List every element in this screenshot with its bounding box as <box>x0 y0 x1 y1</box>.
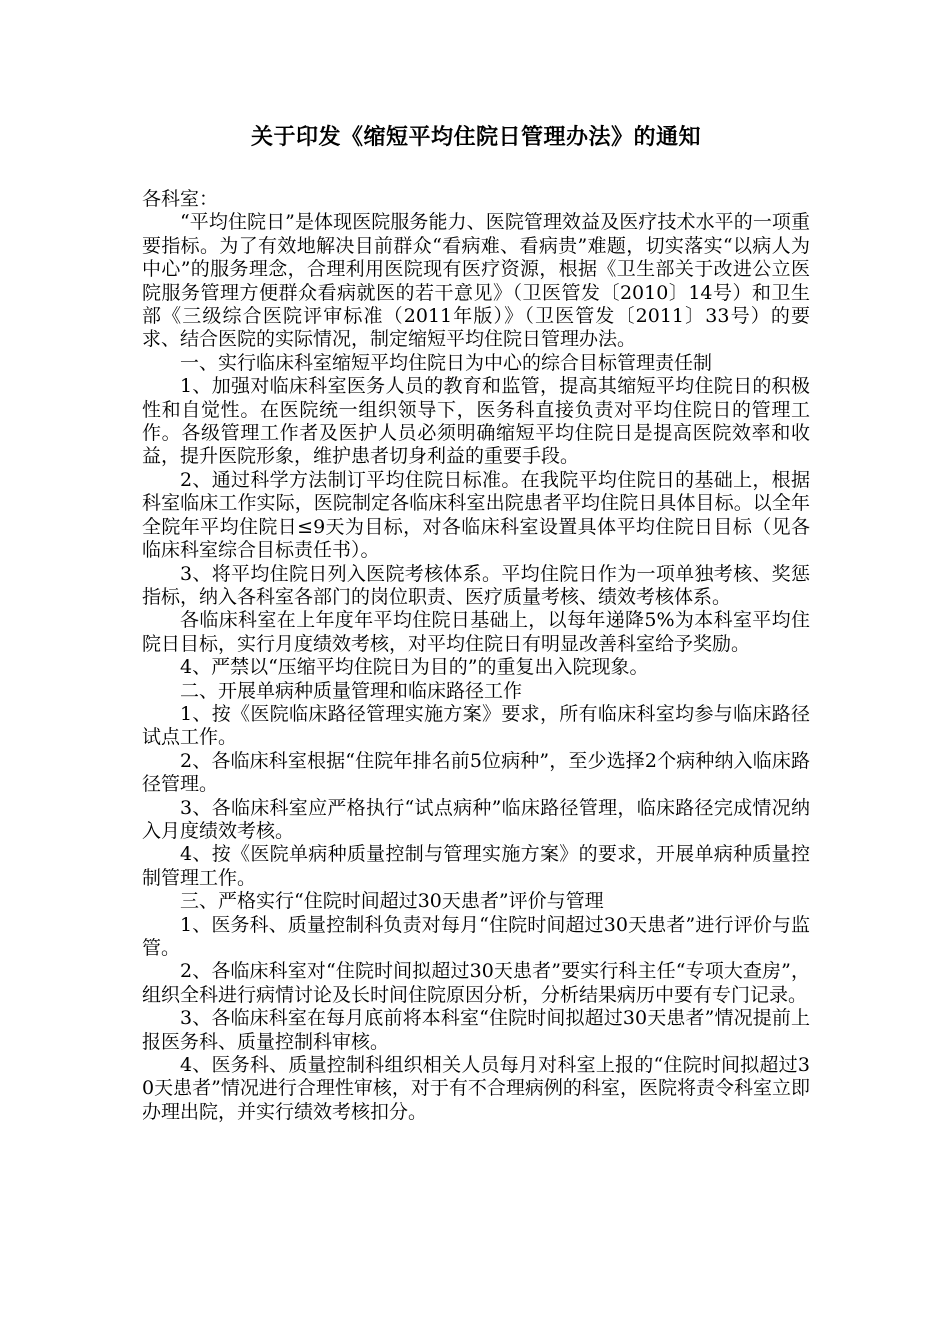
document-title: 关于印发《缩短平均住院日管理办法》的通知 <box>250 125 701 150</box>
paragraph: 3、将平均住院日列入医院考核体系。平均住院日作为一项单独考核、奖惩指标，纳入各科室各部门的岗位职责、医疗质量考核、绩效考核体系。 <box>142 562 810 608</box>
paragraph: 4、医务科、质量控制科组织相关人员每月对科室上报的“住院时间拟超过30天患者”情况进行合理性审核，对于有不合理病例的科室，医院将责令科室立即办理出院，并实行绩效考核扣分。 <box>142 1054 810 1123</box>
paragraph: “平均住院日”是体现医院服务能力、医院管理效益及医疗技术水平的一项重要指标。为了有效地解决目前群众“看病难、看病贵”难题，切实落实“以病人为中心”的服务理念，合理利用医院现有医疗资源，根据《卫生部关于改进公立医院服务管理方便群众看病就医的若干意见》（卫医管发〔2010〕14号）和卫生部《三级综合医院评审标准（2011年版）》（卫医管发〔2011〕33号）的要求、结合医院的实际情况，制定缩短平均住院日管理办法。 <box>142 211 810 351</box>
paragraph: 3、各临床科室应严格执行“试点病种”临床路径管理，临床路径完成情况纳入月度绩效考核。 <box>142 796 810 842</box>
paragraph: 1、医务科、质量控制科负责对每月“住院时间超过30天患者”进行评价与监管。 <box>142 913 810 959</box>
section-heading: 一、实行临床科室缩短平均住院日为中心的综合目标管理责任制 <box>180 351 713 374</box>
document-body <box>142 188 810 1124</box>
salutation: 各科室： <box>142 188 219 210</box>
section-heading: 三、严格实行“住院时间超过30天患者”评价与管理 <box>180 890 604 913</box>
paragraph: 各临床科室在上年度年平均住院日基础上，以每年递降5%为本科室平均住院日目标，实行月度绩效考核，对平均住院日有明显改善科室给予奖励。 <box>142 609 810 655</box>
paragraph: 4、按《医院单病种质量控制与管理实施方案》的要求，开展单病种质量控制管理工作。 <box>142 843 810 889</box>
paragraph: 2、各临床科室根据“住院年排名前5位病种”，至少选择2个病种纳入临床路径管理。 <box>142 749 810 796</box>
paragraph: 4、严禁以“压缩平均住院日为目的”的重复出入院现象。 <box>180 656 649 679</box>
paragraph: 2、通过科学方法制订平均住院日标准。在我院平均住院日的基础上，根据科室临床工作实际，医院制定各临床科室出院患者平均住院日具体目标。以全年全院年平均住院日≤9天为目标，对各临床科室设置具体平均住院日目标（见各临床科室综合目标责任书）。 <box>142 468 810 562</box>
paragraph: 1、加强对临床科室医务人员的教育和监管，提高其缩短平均住院日的积极性和自觉性。在医院统一组织领导下，医务科直接负责对平均住院日的管理工作。各级管理工作者及医护人员必须明确缩短平均住院日是提高医院效率和收益，提升医院形象，维护患者切身利益的重要手段。 <box>142 375 810 468</box>
paragraph: 2、各临床科室对“住院时间拟超过30天患者”要实行科主任“专项大查房”，组织全科进行病情讨论及长时间住院原因分析，分析结果病历中要有专门记录。 <box>142 960 810 1006</box>
paragraph: 3、各临床科室在每月底前将本科室“住院时间拟超过30天患者”情况提前上报医务科、质量控制科审核。 <box>142 1007 810 1053</box>
document-page <box>142 122 810 1124</box>
section-heading: 二、开展单病种质量管理和临床路径工作 <box>180 679 523 702</box>
paragraph: 1、按《医院临床路径管理实施方案》要求，所有临床科室均参与临床路径试点工作。 <box>142 702 810 749</box>
